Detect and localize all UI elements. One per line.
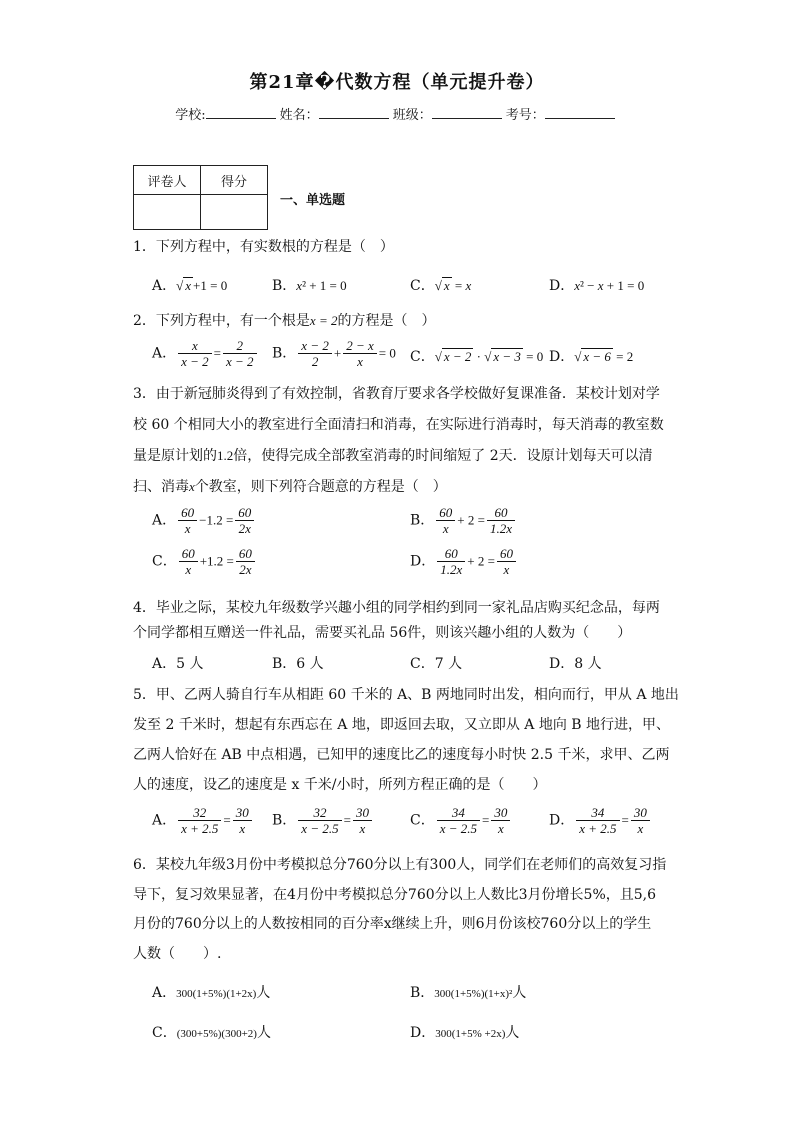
score-cell[interactable] [201, 195, 268, 230]
score-table [133, 165, 268, 230]
q2-option-b[interactable]: B． $\frac{x - 2}{2}$ + $\frac{2 - x}{x}$ = 0 [272, 338, 396, 369]
q6-option-a[interactable]: A．300(1+5%)(1+2x)人 [152, 985, 271, 1001]
q1-option-b[interactable]: B．x² + 1 = 0 [272, 278, 347, 294]
q5-line-3: 乙两人恰好在 AB 中点相遇，已知甲的速度比乙的速度每小时快 2.5 千米，求甲、乙两 [133, 747, 670, 763]
name-blank[interactable] [319, 106, 389, 119]
grader-cell[interactable] [134, 195, 201, 230]
q4-option-d[interactable]: D．8 人 [549, 656, 602, 672]
q6-option-b[interactable]: B．300(1+5%)(1+x)²人 [410, 985, 527, 1001]
grader-header: 评卷人 [134, 166, 201, 195]
number-blank[interactable] [545, 106, 615, 119]
q3-option-c[interactable]: C． $\frac{60}{x}$ +1.2 = $\frac{60}{2x}$ [152, 546, 257, 577]
q6-line-1: 6．某校九年级3月份中考模拟总分760分以上有300人，同学们在老师们的高效复习指 [133, 857, 667, 873]
q4-option-a[interactable]: A．5 人 [152, 656, 204, 672]
q5-option-a[interactable]: A． $\frac{32}{x + 2.5}$ = $\frac{30}{x}$ [152, 805, 254, 836]
section-heading: 一、单选题 [280, 193, 346, 208]
q4-option-b[interactable]: B．6 人 [272, 656, 324, 672]
q5-line-4: 人的速度，设乙的速度是 x 千米/小时，所列方程正确的是（ ） [133, 777, 547, 793]
page-title: 第21章�代数方程（单元提升卷） [249, 72, 545, 93]
name-label: 姓名： [279, 108, 319, 123]
q4-line-1: 4．毕业之际，某校九年级数学兴趣小组的同学相约到同一家礼品店购买纪念品，每两 [133, 600, 660, 616]
q4-line-2: 个同学都相互赠送一件礼品，需要买礼品 56件，则该兴趣小组的人数为（ ） [133, 625, 632, 641]
q2-option-c[interactable]: C．√ x − 2 · √ x − 3 = 0 [410, 349, 544, 365]
q6-line-2: 导下，复习效果显著，在4月份中考模拟总分760分以上人数比3月份增长5%，且5,6 [133, 887, 657, 903]
q3-line-1: 3．由于新冠肺炎得到了有效控制，省教育厅要求各学校做好复课准备．某校计划对学 [133, 386, 660, 402]
school-blank[interactable] [206, 106, 276, 119]
q3-option-d[interactable]: D． $\frac{60}{1.2x}$ + 2 = $\frac{60}{x}$ [410, 546, 518, 577]
q4-option-c[interactable]: C．7 人 [410, 656, 463, 672]
q3-option-a[interactable]: A． $\frac{60}{x}$ −1.2 = $\frac{60}{2x}$ [152, 505, 256, 536]
score-header: 得分 [201, 166, 268, 195]
q3-line-3: 量是原计划的1.2倍，使得完成全部教室消毒的时间缩短了 2天．设原计划每天可以清 [133, 448, 653, 464]
q2-option-a[interactable]: A． $\frac{x}{x - 2}$ = $\frac{2}{x - 2}$ [152, 338, 259, 369]
q1-option-a[interactable]: A．√ x +1 = 0 [152, 278, 228, 294]
q5-line-1: 5．甲、乙两人骑自行车从相距 60 千米的 A、B 两地同时出发，相向而行，甲从 A 地出 [133, 687, 679, 703]
student-info-line [0, 104, 794, 123]
q2-stem: 2．下列方程中，有一个根是x = 2的方程是（ ） [133, 313, 436, 329]
class-blank[interactable] [432, 106, 502, 119]
q5-option-b[interactable]: B． $\frac{32}{x - 2.5}$ = $\frac{30}{x}$ [272, 805, 374, 836]
q3-option-b[interactable]: B． $\frac{60}{x}$ + 2 = $\frac{60}{1.2x}$ [410, 505, 517, 536]
q1-option-c[interactable]: C．√ x = x [410, 278, 472, 294]
number-label: 考号： [505, 108, 545, 123]
q5-option-c[interactable]: C． $\frac{34}{x - 2.5}$ = $\frac{30}{x}$ [410, 805, 512, 836]
q5-line-2: 发至 2 千米时，想起有东西忘在 A 地，即返回去取，又立即从 A 地向 B 地行进，甲、 [133, 717, 671, 733]
class-label: 班级： [392, 108, 432, 123]
q6-line-3: 月份的760分以上的人数按相同的百分率x继续上升，则6月份该校760分以上的学生 [133, 916, 652, 932]
q3-line-4: 扫、消毒x个教室，则下列符合题意的方程是（ ） [133, 479, 447, 495]
q3-line-2: 校 60 个相同大小的教室进行全面清扫和消毒，在实际进行消毒时，每天消毒的教室数 [133, 417, 664, 433]
q2-option-d[interactable]: D．√ x − 6 = 2 [549, 349, 634, 365]
q1-option-d[interactable]: D．x² − x + 1 = 0 [549, 278, 645, 294]
q6-option-c[interactable]: C．(300+5%)(300+2)人 [152, 1025, 271, 1041]
q5-option-d[interactable]: D． $\frac{34}{x + 2.5}$ = $\frac{30}{x}$ [549, 805, 652, 836]
school-label: 学校: [175, 108, 206, 123]
q6-option-d[interactable]: D．300(1+5% +2x)人 [410, 1025, 520, 1041]
q1-stem: 1．下列方程中，有实数根的方程是（ ） [133, 239, 394, 255]
q6-line-4: 人数（ ）. [133, 946, 222, 962]
